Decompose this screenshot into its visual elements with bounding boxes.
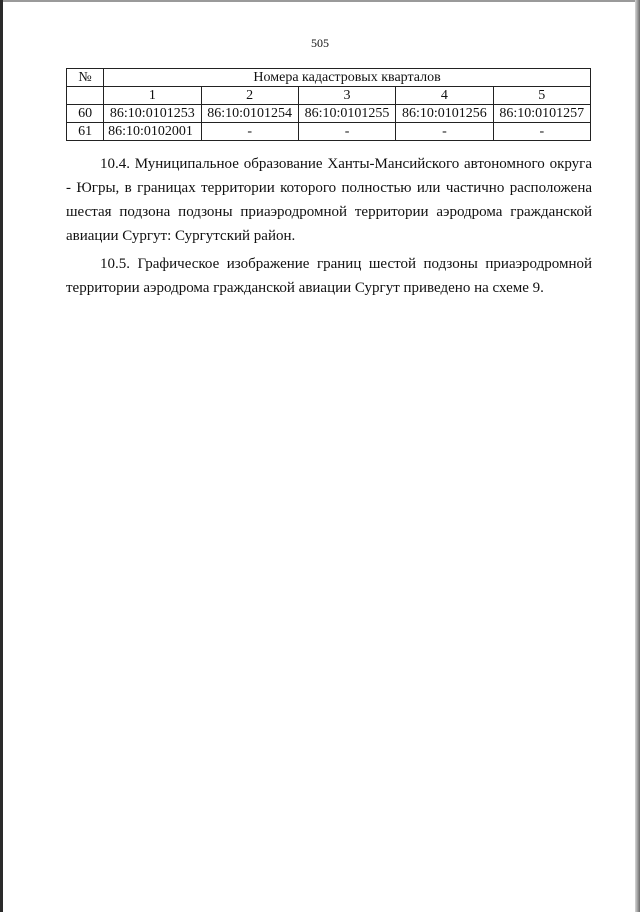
empty-cell xyxy=(67,87,104,105)
table-header-row xyxy=(67,69,591,87)
row-number: 61 xyxy=(67,123,104,141)
column-number: 3 xyxy=(298,87,395,105)
table-cell: 86:10:0101255 xyxy=(298,105,395,123)
column-number: 4 xyxy=(396,87,493,105)
table-cell: - xyxy=(298,123,395,141)
scan-edge-top xyxy=(0,0,640,2)
column-number: 5 xyxy=(493,87,590,105)
header-number-cell: № xyxy=(67,69,104,87)
paragraph-10-4: 10.4. Муниципальное образование Ханты-Мансийского автономного округа - Югры, в границах территории которого полностью или частично расположена шестая подзона подзоны приаэродромной территории аэродрома гражданской авиации Сургут: Сургутский район. xyxy=(66,156,592,244)
cadastral-table xyxy=(66,68,591,141)
table-cell: 86:10:0101256 xyxy=(396,105,493,123)
table-row xyxy=(67,105,591,123)
paragraph-10-5: 10.5. Графическое изображение границ шестой подзоны приаэродромной территории аэродрома гражданской авиации Сургут приведено на схеме 9. xyxy=(66,256,592,296)
body-text xyxy=(66,152,592,304)
table-cell: 86:10:0101253 xyxy=(104,105,201,123)
table-cell: - xyxy=(493,123,590,141)
column-number: 1 xyxy=(104,87,201,105)
table-cell: - xyxy=(396,123,493,141)
page-number: 505 xyxy=(311,36,329,50)
row-number: 60 xyxy=(67,105,104,123)
table-cell: 86:10:0102001 xyxy=(104,123,201,141)
table-column-numbers-row xyxy=(67,87,591,105)
table-row xyxy=(67,123,591,141)
scan-edge-left xyxy=(0,0,3,912)
table-cell: 86:10:0101257 xyxy=(493,105,590,123)
column-number: 2 xyxy=(201,87,298,105)
header-group-cell: Номера кадастровых кварталов xyxy=(104,69,591,87)
table-cell: 86:10:0101254 xyxy=(201,105,298,123)
table-cell: - xyxy=(201,123,298,141)
cadastral-table-wrap xyxy=(66,68,591,141)
scan-edge-right xyxy=(635,0,640,912)
